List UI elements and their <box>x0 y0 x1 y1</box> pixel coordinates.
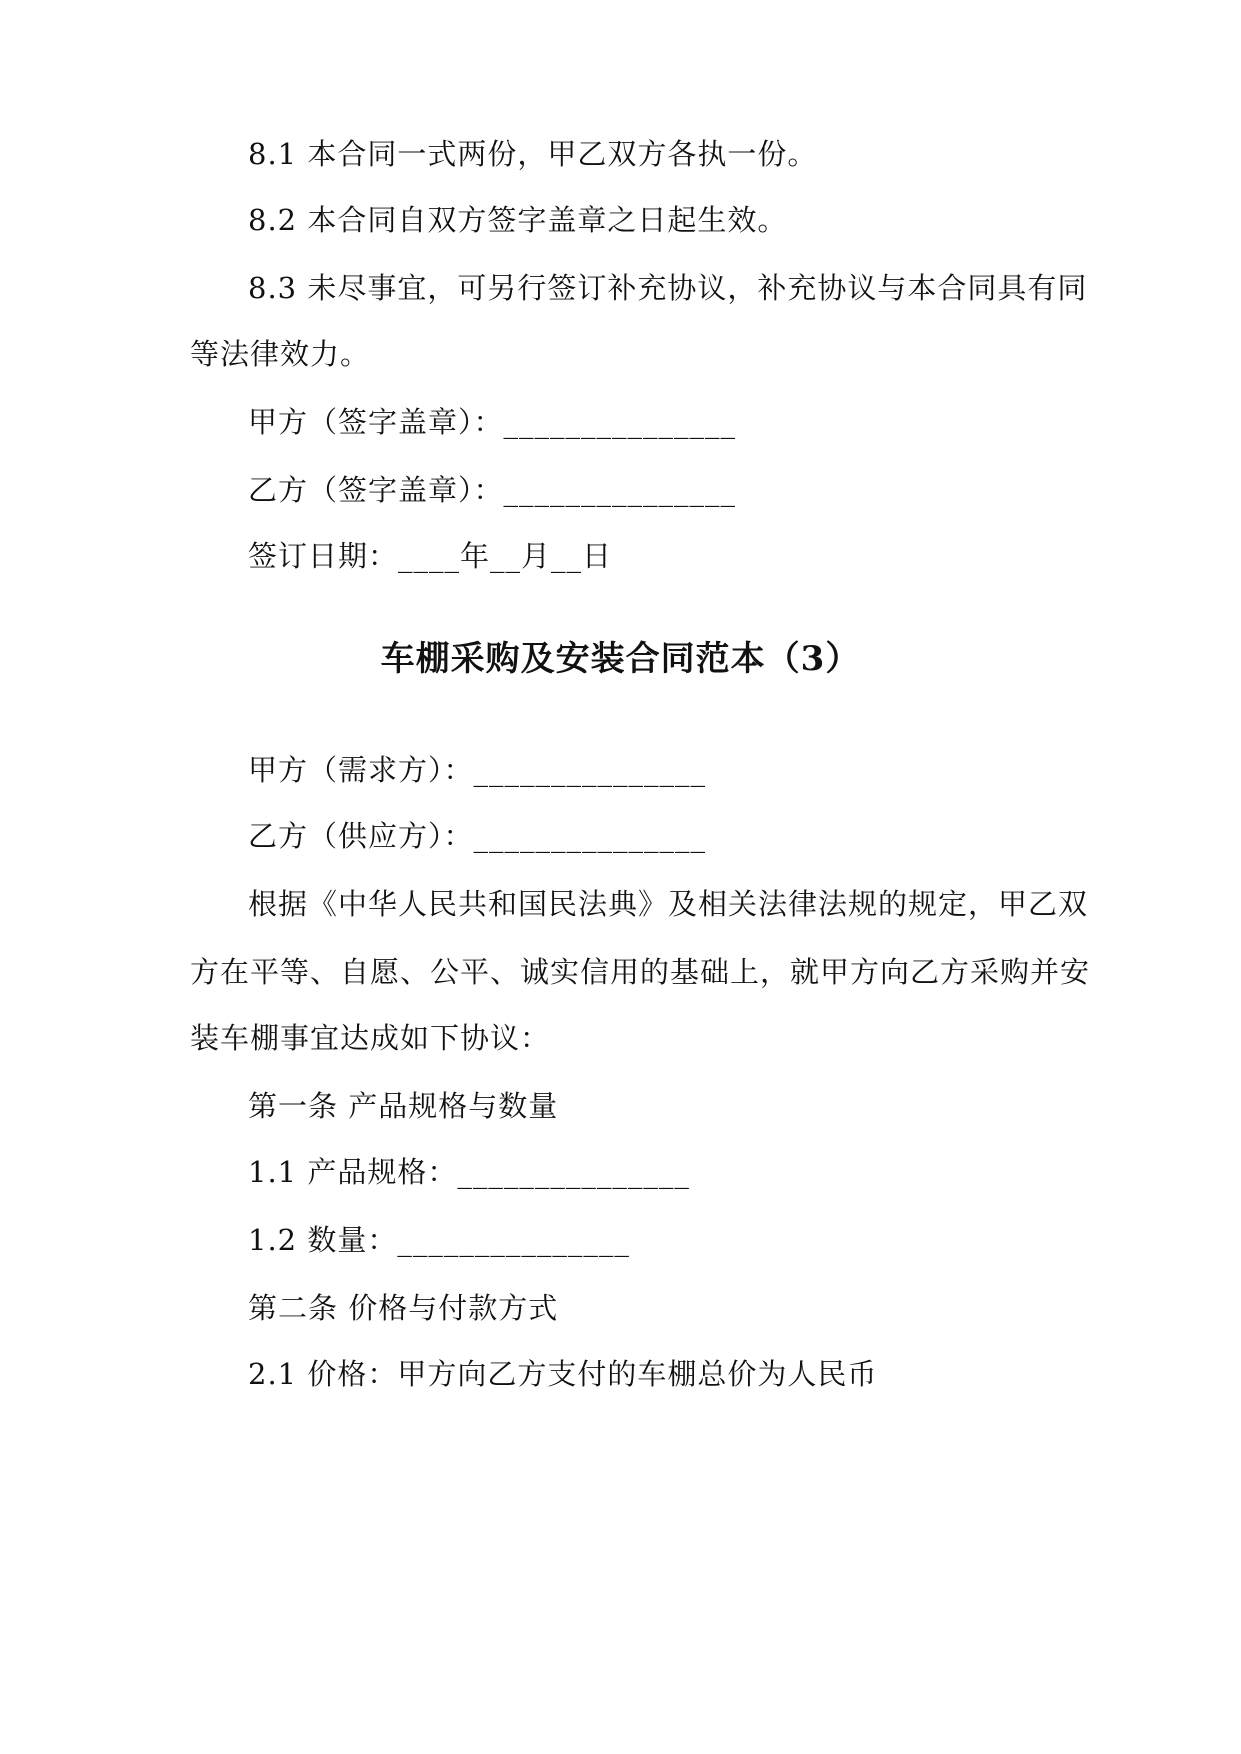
clause-8-1: 8.1 本合同一式两份，甲乙双方各执一份。 <box>248 137 818 171</box>
article-1-heading: 第一条 产品规格与数量 <box>248 1089 559 1123</box>
clause-2-1: 2.1 价格：甲方向乙方支付的车棚总价为人民币 <box>248 1357 878 1391</box>
party-a-signature-line: 甲方（签字盖章）：_______________ <box>248 405 737 439</box>
signing-date-line: 签订日期：____年__月__日 <box>248 539 613 573</box>
party-a-line: 甲方（需求方）：_______________ <box>248 753 707 787</box>
party-b-signature-line: 乙方（签字盖章）：_______________ <box>248 473 737 507</box>
clause-8-3-line-1: 8.3 未尽事宜，可另行签订补充协议，补充协议与本合同具有同 <box>248 271 1088 305</box>
clause-1-2: 1.2 数量：_______________ <box>248 1223 630 1257</box>
clause-1-1: 1.1 产品规格：_______________ <box>248 1155 690 1189</box>
party-b-line: 乙方（供应方）：_______________ <box>248 819 707 853</box>
article-2-heading: 第二条 价格与付款方式 <box>248 1291 559 1325</box>
clause-8-2: 8.2 本合同自双方签字盖章之日起生效。 <box>248 203 788 237</box>
preamble-line-2: 方在平等、自愿、公平、诚实信用的基础上，就甲方向乙方采购并安 <box>190 955 1091 989</box>
preamble-line-1: 根据《中华人民共和国民法典》及相关法律法规的规定，甲乙双 <box>248 887 1089 921</box>
preamble-line-3: 装车棚事宜达成如下协议： <box>190 1021 551 1055</box>
clause-8-3-line-2: 等法律效力。 <box>190 337 371 371</box>
contract-title: 车棚采购及安装合同范本（3） <box>380 639 861 679</box>
